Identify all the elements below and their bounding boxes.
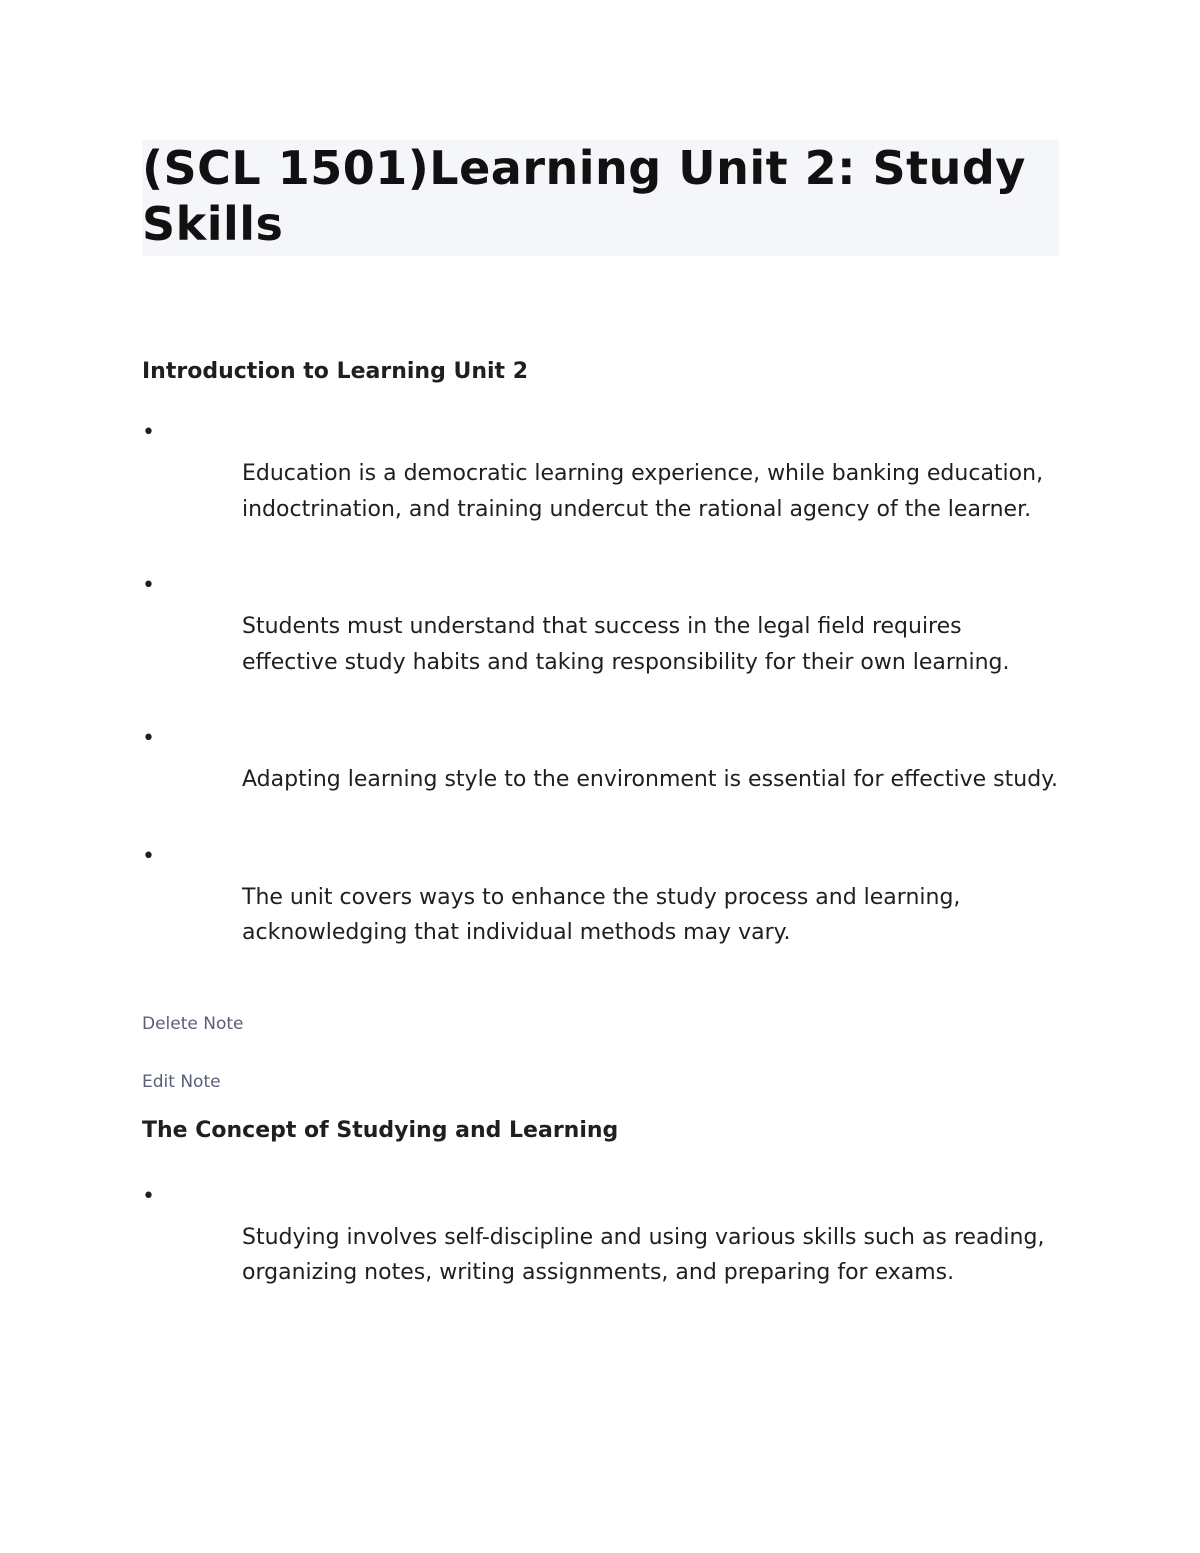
bullet-text: Education is a democratic learning experience, while banking education, indoctrination, and training undercut the rational agency of the learner. [242,461,1044,522]
bullet-icon: • [142,843,155,869]
document-page [142,140,1059,1291]
section-heading-concept: The Concept of Studying and Learning [142,1117,619,1143]
section-heading-intro: Introduction to Learning Unit 2 [142,359,529,384]
bullet-icon: • [142,573,155,598]
bullet-text: Studying involves self-discipline and using various skills such as reading, organizing notes, writing assignments, and preparing for exams. [242,1224,1045,1285]
bullet-text: The unit covers ways to enhance the study process and learning, acknowledging that individual methods may vary. [242,884,961,945]
list-item [142,418,1059,527]
list-item [142,724,1059,798]
bullet-icon: • [142,1183,155,1209]
bullet-text: Adapting learning style to the environment is essential for effective study. [242,767,1059,792]
bullet-text: Students must understand that success in the legal field requires effective study habits and taking responsibility for their own learning. [242,614,1010,675]
list-item [142,1182,1059,1291]
edit-note-link[interactable]: Edit Note [142,1071,221,1092]
list-item [142,842,1059,951]
title-banner [142,140,1059,256]
page-title: (SCL 1501)Learning Unit 2: Study Skills [142,141,1026,251]
bullet-icon: • [142,420,155,445]
delete-note-link[interactable]: Delete Note [142,1013,244,1034]
list-item [142,571,1059,680]
bullet-icon: • [142,726,155,751]
